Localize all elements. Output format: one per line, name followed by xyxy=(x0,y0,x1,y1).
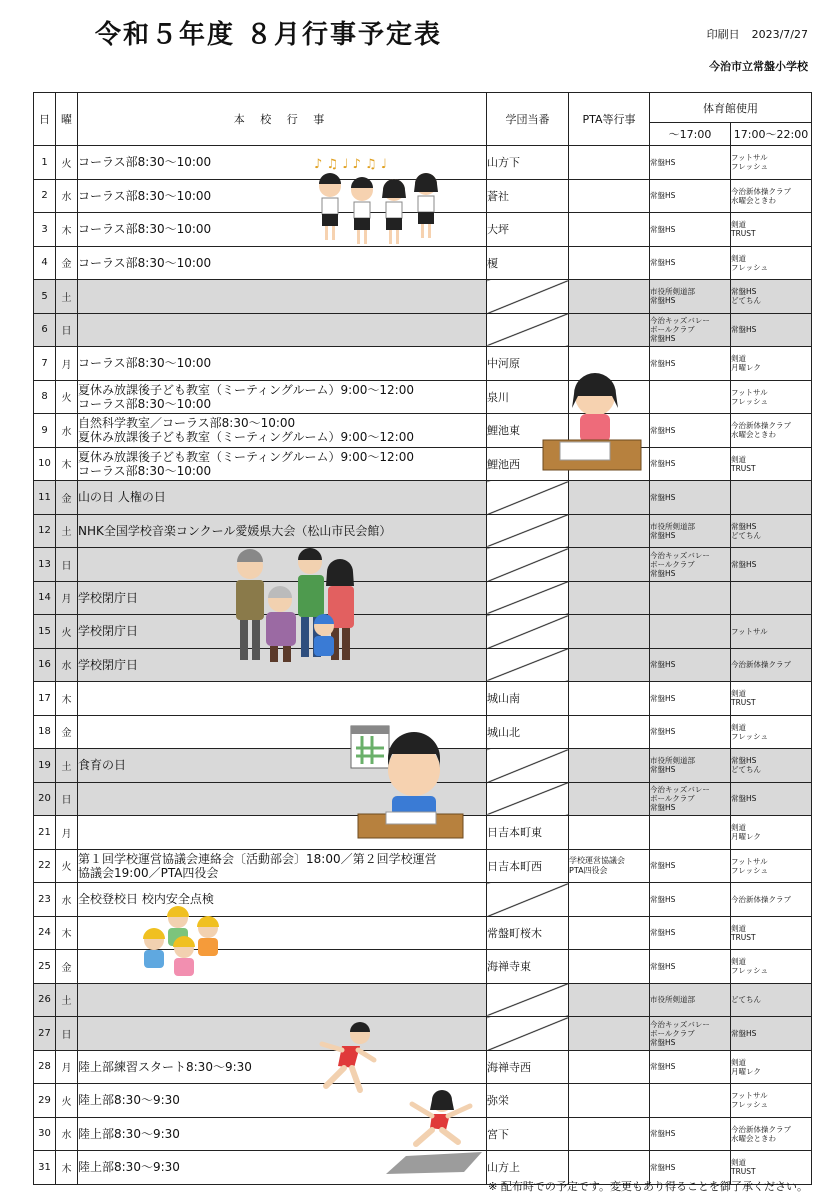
event-cell xyxy=(78,280,487,314)
day-cell: 31 xyxy=(34,1151,56,1185)
event-cell: 学校閉庁日 xyxy=(78,648,487,682)
table-row xyxy=(34,615,812,649)
gym-late-cell: 常盤HS どてちん xyxy=(731,280,812,314)
pta-cell xyxy=(569,983,650,1017)
gakudan-cell: 日吉本町西 xyxy=(487,849,569,883)
day-cell: 4 xyxy=(34,246,56,280)
pta-cell: 学校運営協議会 PTA四役会 xyxy=(569,849,650,883)
table-row xyxy=(34,548,812,582)
gym-late-cell: 剣道 フレッシュ xyxy=(731,950,812,984)
header-events: 本 校 行 事 xyxy=(78,93,487,146)
day-cell: 30 xyxy=(34,1117,56,1151)
gym-late-cell: 今治新体操クラブ xyxy=(731,648,812,682)
weekday-cell: 月 xyxy=(56,347,78,381)
table-row xyxy=(34,313,812,347)
weekday-cell: 日 xyxy=(56,1017,78,1051)
gakudan-cell: 鯉池東 xyxy=(487,414,569,448)
gakudan-cell xyxy=(487,615,569,649)
pta-cell xyxy=(569,749,650,783)
day-cell: 1 xyxy=(34,146,56,180)
weekday-cell: 金 xyxy=(56,715,78,749)
pta-cell xyxy=(569,648,650,682)
gakudan-cell xyxy=(487,1017,569,1051)
pta-cell xyxy=(569,146,650,180)
pta-cell xyxy=(569,682,650,716)
weekday-cell: 火 xyxy=(56,615,78,649)
gym-late-cell: フットサル フレッシュ xyxy=(731,849,812,883)
gym-early-cell: 今治キッズバレー ボールクラブ 常盤HS xyxy=(650,313,731,347)
gakudan-cell: 宮下 xyxy=(487,1117,569,1151)
weekday-cell: 火 xyxy=(56,380,78,414)
event-cell: 第１回学校運営協議会連絡会〔活動部会〕18:00／第２回学校運営 協議会19:00／PTA四役会 xyxy=(78,849,487,883)
gym-late-cell: 常盤HS どてちん xyxy=(731,749,812,783)
day-cell: 12 xyxy=(34,514,56,548)
day-cell: 24 xyxy=(34,916,56,950)
gym-early-cell: 常盤HS xyxy=(650,347,731,381)
weekday-cell: 水 xyxy=(56,179,78,213)
day-cell: 10 xyxy=(34,447,56,481)
gym-early-cell: 常盤HS xyxy=(650,414,731,448)
gym-early-cell xyxy=(650,380,731,414)
gym-early-cell: 常盤HS xyxy=(650,849,731,883)
gym-late-cell: 剣道 TRUST xyxy=(731,213,812,247)
gakudan-cell: 鯉池西 xyxy=(487,447,569,481)
day-cell: 26 xyxy=(34,983,56,1017)
weekday-cell: 日 xyxy=(56,782,78,816)
gakudan-cell xyxy=(487,983,569,1017)
gym-late-cell: フットサル フレッシュ xyxy=(731,380,812,414)
gakudan-cell: 城山南 xyxy=(487,682,569,716)
table-row xyxy=(34,514,812,548)
day-cell: 15 xyxy=(34,615,56,649)
gakudan-cell: 泉川 xyxy=(487,380,569,414)
gym-early-cell: 常盤HS xyxy=(650,883,731,917)
day-cell: 23 xyxy=(34,883,56,917)
weekday-cell: 木 xyxy=(56,682,78,716)
event-cell: 学校閉庁日 xyxy=(78,581,487,615)
gym-late-cell: どてちん xyxy=(731,983,812,1017)
header-gakudan: 学団当番 xyxy=(487,93,569,146)
pta-cell xyxy=(569,782,650,816)
gym-early-cell: 市役所剣道部 xyxy=(650,983,731,1017)
weekday-cell: 月 xyxy=(56,581,78,615)
singing-children xyxy=(319,173,438,244)
event-cell xyxy=(78,313,487,347)
pta-cell xyxy=(569,715,650,749)
gym-late-cell: 剣道 月曜レク xyxy=(731,347,812,381)
gym-late-cell: 剣道 TRUST xyxy=(731,916,812,950)
gym-early-cell: 常盤HS xyxy=(650,1117,731,1151)
gakudan-cell: 海禅寺西 xyxy=(487,1050,569,1084)
event-cell xyxy=(78,682,487,716)
day-cell: 14 xyxy=(34,581,56,615)
event-cell: コーラス部8:30～10:00 xyxy=(78,246,487,280)
gakudan-cell: 海禅寺東 xyxy=(487,950,569,984)
gakudan-cell: 山方上 xyxy=(487,1151,569,1185)
weekday-cell: 月 xyxy=(56,816,78,850)
table-row xyxy=(34,682,812,716)
gym-early-cell: 常盤HS xyxy=(650,146,731,180)
header-gym: 体育館使用 xyxy=(650,93,812,123)
gakudan-cell: 城山北 xyxy=(487,715,569,749)
weekday-cell: 水 xyxy=(56,414,78,448)
gym-late-cell: 剣道 TRUST xyxy=(731,682,812,716)
gakudan-cell xyxy=(487,481,569,515)
pta-cell xyxy=(569,615,650,649)
day-cell: 18 xyxy=(34,715,56,749)
table-row xyxy=(34,246,812,280)
weekday-cell: 木 xyxy=(56,916,78,950)
school-name: 今治市立常盤小学校 xyxy=(709,60,808,73)
gakudan-cell: 中河原 xyxy=(487,347,569,381)
children-helmets-illustration xyxy=(136,904,226,979)
pta-cell xyxy=(569,950,650,984)
table-row xyxy=(34,414,812,448)
event-cell: 夏休み放課後子ども教室（ミーティングルーム）9:00～12:00 コーラス部8:30～10:00 xyxy=(78,380,487,414)
day-cell: 16 xyxy=(34,648,56,682)
event-cell: 陸上部練習スタート8:30～9:30 xyxy=(78,1050,487,1084)
gym-early-cell: 常盤HS xyxy=(650,213,731,247)
runner-boy-illustration xyxy=(308,1022,380,1094)
music-notes-icon: ♪ ♫ ♩ ♪ ♫ ♩ xyxy=(314,157,387,172)
table-row xyxy=(34,983,812,1017)
pta-cell xyxy=(569,816,650,850)
weekday-cell: 金 xyxy=(56,950,78,984)
gym-early-cell xyxy=(650,615,731,649)
gakudan-cell: 常盤町桜木 xyxy=(487,916,569,950)
gym-early-cell: 常盤HS xyxy=(650,1050,731,1084)
boy-with-calendar-illustration xyxy=(348,724,468,842)
header-weekday: 曜 xyxy=(56,93,78,146)
gym-late-cell: フットサル フレッシュ xyxy=(731,1084,812,1118)
weekday-cell: 木 xyxy=(56,1151,78,1185)
print-date-label: 印刷日 xyxy=(706,28,740,41)
weekday-cell: 木 xyxy=(56,447,78,481)
day-cell: 2 xyxy=(34,179,56,213)
weekday-cell: 火 xyxy=(56,1084,78,1118)
event-cell: コーラス部8:30～10:00 xyxy=(78,179,487,213)
gym-early-cell xyxy=(650,1084,731,1118)
pta-cell xyxy=(569,1017,650,1051)
gym-early-cell: 常盤HS xyxy=(650,246,731,280)
event-cell: NHK全国学校音楽コンクール愛媛県大会（松山市民会館） xyxy=(78,514,487,548)
girl-studying-illustration xyxy=(540,368,645,475)
pta-cell xyxy=(569,916,650,950)
table-row xyxy=(34,380,812,414)
event-cell: コーラス部8:30～10:00 xyxy=(78,213,487,247)
family-group-illustration xyxy=(228,548,368,666)
gym-late-cell: 剣道 TRUST xyxy=(731,447,812,481)
gakudan-cell xyxy=(487,782,569,816)
pta-cell xyxy=(569,581,650,615)
gym-late-cell: フットサル フレッシュ xyxy=(731,146,812,180)
gym-late-cell: 剣道 月曜レク xyxy=(731,1050,812,1084)
table-row xyxy=(34,1017,812,1051)
table-row xyxy=(34,481,812,515)
gakudan-cell: 榎 xyxy=(487,246,569,280)
event-cell: 食育の日 xyxy=(78,749,487,783)
event-cell: 学校閉庁日 xyxy=(78,615,487,649)
gym-early-cell: 常盤HS xyxy=(650,715,731,749)
gym-late-cell: 常盤HS xyxy=(731,1017,812,1051)
gym-late-cell: 常盤HS xyxy=(731,782,812,816)
weekday-cell: 金 xyxy=(56,246,78,280)
day-cell: 19 xyxy=(34,749,56,783)
gym-early-cell: 常盤HS xyxy=(650,682,731,716)
footnote: ※ 配布時での予定です。変更もあり得ることを御了承ください。 xyxy=(488,1180,808,1193)
gym-late-cell: 剣道 フレッシュ xyxy=(731,246,812,280)
weekday-cell: 水 xyxy=(56,883,78,917)
event-cell: 陸上部8:30～9:30 xyxy=(78,1151,487,1185)
gym-late-cell: 剣道 フレッシュ xyxy=(731,715,812,749)
day-cell: 27 xyxy=(34,1017,56,1051)
gakudan-cell xyxy=(487,280,569,314)
gym-late-cell: 今治新体操クラブ 水曜会ときわ xyxy=(731,1117,812,1151)
event-cell: 自然科学教室／コーラス部8:30～10:00 夏休み放課後子ども教室（ミーティングルーム）9:00～12:00 xyxy=(78,414,487,448)
gym-late-cell: 今治新体操クラブ 水曜会ときわ xyxy=(731,414,812,448)
gym-late-cell: 常盤HS xyxy=(731,548,812,582)
gym-late-cell: 今治新体操クラブ 水曜会ときわ xyxy=(731,179,812,213)
weekday-cell: 土 xyxy=(56,983,78,1017)
pta-cell xyxy=(569,280,650,314)
jumping-girl-illustration xyxy=(384,1086,484,1176)
choir-children-illustration xyxy=(312,152,447,247)
gym-early-cell: 常盤HS xyxy=(650,648,731,682)
gym-late-cell: 今治新体操クラブ xyxy=(731,883,812,917)
gakudan-cell xyxy=(487,514,569,548)
gym-early-cell: 常盤HS xyxy=(650,950,731,984)
event-cell: コーラス部8:30～10:00 xyxy=(78,347,487,381)
gakudan-cell: 山方下 xyxy=(487,146,569,180)
day-cell: 28 xyxy=(34,1050,56,1084)
pta-cell xyxy=(569,313,650,347)
gym-early-cell: 今治キッズバレー ボールクラブ 常盤HS xyxy=(650,782,731,816)
gym-early-cell: 常盤HS xyxy=(650,179,731,213)
schedule-table xyxy=(33,92,812,1185)
event-cell: 夏休み放課後子ども教室（ミーティングルーム）9:00～12:00 コーラス部8:30～10:00 xyxy=(78,447,487,481)
gakudan-cell xyxy=(487,749,569,783)
gym-late-cell: フットサル xyxy=(731,615,812,649)
weekday-cell: 日 xyxy=(56,548,78,582)
gakudan-cell xyxy=(487,581,569,615)
table-row xyxy=(34,280,812,314)
weekday-cell: 土 xyxy=(56,280,78,314)
gakudan-cell: 日吉本町東 xyxy=(487,816,569,850)
gakudan-cell: 蒼社 xyxy=(487,179,569,213)
day-cell: 5 xyxy=(34,280,56,314)
header-day: 日 xyxy=(34,93,56,146)
gym-late-cell: 常盤HS どてちん xyxy=(731,514,812,548)
weekday-cell: 木 xyxy=(56,213,78,247)
weekday-cell: 金 xyxy=(56,481,78,515)
day-cell: 22 xyxy=(34,849,56,883)
weekday-cell: 水 xyxy=(56,648,78,682)
table-row xyxy=(34,849,812,883)
pta-cell xyxy=(569,179,650,213)
day-cell: 20 xyxy=(34,782,56,816)
gym-late-cell xyxy=(731,581,812,615)
gym-early-cell: 市役所剣道部 常盤HS xyxy=(650,749,731,783)
table-row xyxy=(34,581,812,615)
weekday-cell: 土 xyxy=(56,749,78,783)
gym-early-cell xyxy=(650,581,731,615)
table-row xyxy=(34,447,812,481)
day-cell: 29 xyxy=(34,1084,56,1118)
gakudan-cell: 大坪 xyxy=(487,213,569,247)
header-gym-early: ～17:00 xyxy=(650,123,731,146)
pta-cell xyxy=(569,1117,650,1151)
event-cell xyxy=(78,983,487,1017)
gym-late-cell: 剣道 月曜レク xyxy=(731,816,812,850)
table-row xyxy=(34,347,812,381)
day-cell: 7 xyxy=(34,347,56,381)
header-gym-late: 17:00～22:00 xyxy=(731,123,812,146)
event-cell: コーラス部8:30～10:00 xyxy=(78,146,487,180)
weekday-cell: 火 xyxy=(56,146,78,180)
pta-cell xyxy=(569,548,650,582)
event-cell: 陸上部8:30～9:30 xyxy=(78,1117,487,1151)
day-cell: 25 xyxy=(34,950,56,984)
gym-early-cell: 今治キッズバレー ボールクラブ 常盤HS xyxy=(650,1017,731,1051)
gym-early-cell: 常盤HS xyxy=(650,481,731,515)
day-cell: 9 xyxy=(34,414,56,448)
day-cell: 17 xyxy=(34,682,56,716)
gakudan-cell: 弥栄 xyxy=(487,1084,569,1118)
day-cell: 13 xyxy=(34,548,56,582)
gakudan-cell xyxy=(487,648,569,682)
gym-early-cell: 常盤HS xyxy=(650,1151,731,1185)
table-row xyxy=(34,648,812,682)
event-cell: 全校登校日 校内安全点検 xyxy=(78,883,487,917)
weekday-cell: 水 xyxy=(56,1117,78,1151)
print-date-value: 2023/7/27 xyxy=(751,28,808,41)
gym-early-cell: 常盤HS xyxy=(650,447,731,481)
gym-early-cell: 市役所剣道部 常盤HS xyxy=(650,514,731,548)
gakudan-cell xyxy=(487,548,569,582)
weekday-cell: 火 xyxy=(56,849,78,883)
day-cell: 11 xyxy=(34,481,56,515)
pta-cell xyxy=(569,1050,650,1084)
gym-late-cell xyxy=(731,481,812,515)
table-row xyxy=(34,1050,812,1084)
print-date xyxy=(707,26,808,42)
day-cell: 3 xyxy=(34,213,56,247)
gym-early-cell: 今治キッズバレー ボールクラブ 常盤HS xyxy=(650,548,731,582)
weekday-cell: 土 xyxy=(56,514,78,548)
pta-cell xyxy=(569,246,650,280)
day-cell: 21 xyxy=(34,816,56,850)
header-pta: PTA等行事 xyxy=(569,93,650,146)
gakudan-cell xyxy=(487,313,569,347)
gakudan-cell xyxy=(487,883,569,917)
gym-early-cell: 常盤HS xyxy=(650,916,731,950)
gym-early-cell: 市役所剣道部 常盤HS xyxy=(650,280,731,314)
pta-cell xyxy=(569,883,650,917)
pta-cell xyxy=(569,213,650,247)
event-cell: 陸上部8:30～9:30 xyxy=(78,1084,487,1118)
day-cell: 8 xyxy=(34,380,56,414)
weekday-cell: 月 xyxy=(56,1050,78,1084)
pta-cell xyxy=(569,1084,650,1118)
gym-late-cell: 常盤HS xyxy=(731,313,812,347)
event-cell: 山の日 人権の日 xyxy=(78,481,487,515)
day-cell: 6 xyxy=(34,313,56,347)
page-title: 令和５年度 ８月行事予定表 xyxy=(95,20,443,50)
gym-late-cell: 剣道 TRUST xyxy=(731,1151,812,1185)
pta-cell xyxy=(569,481,650,515)
event-cell xyxy=(78,1017,487,1051)
gym-early-cell xyxy=(650,816,731,850)
weekday-cell: 日 xyxy=(56,313,78,347)
pta-cell xyxy=(569,514,650,548)
